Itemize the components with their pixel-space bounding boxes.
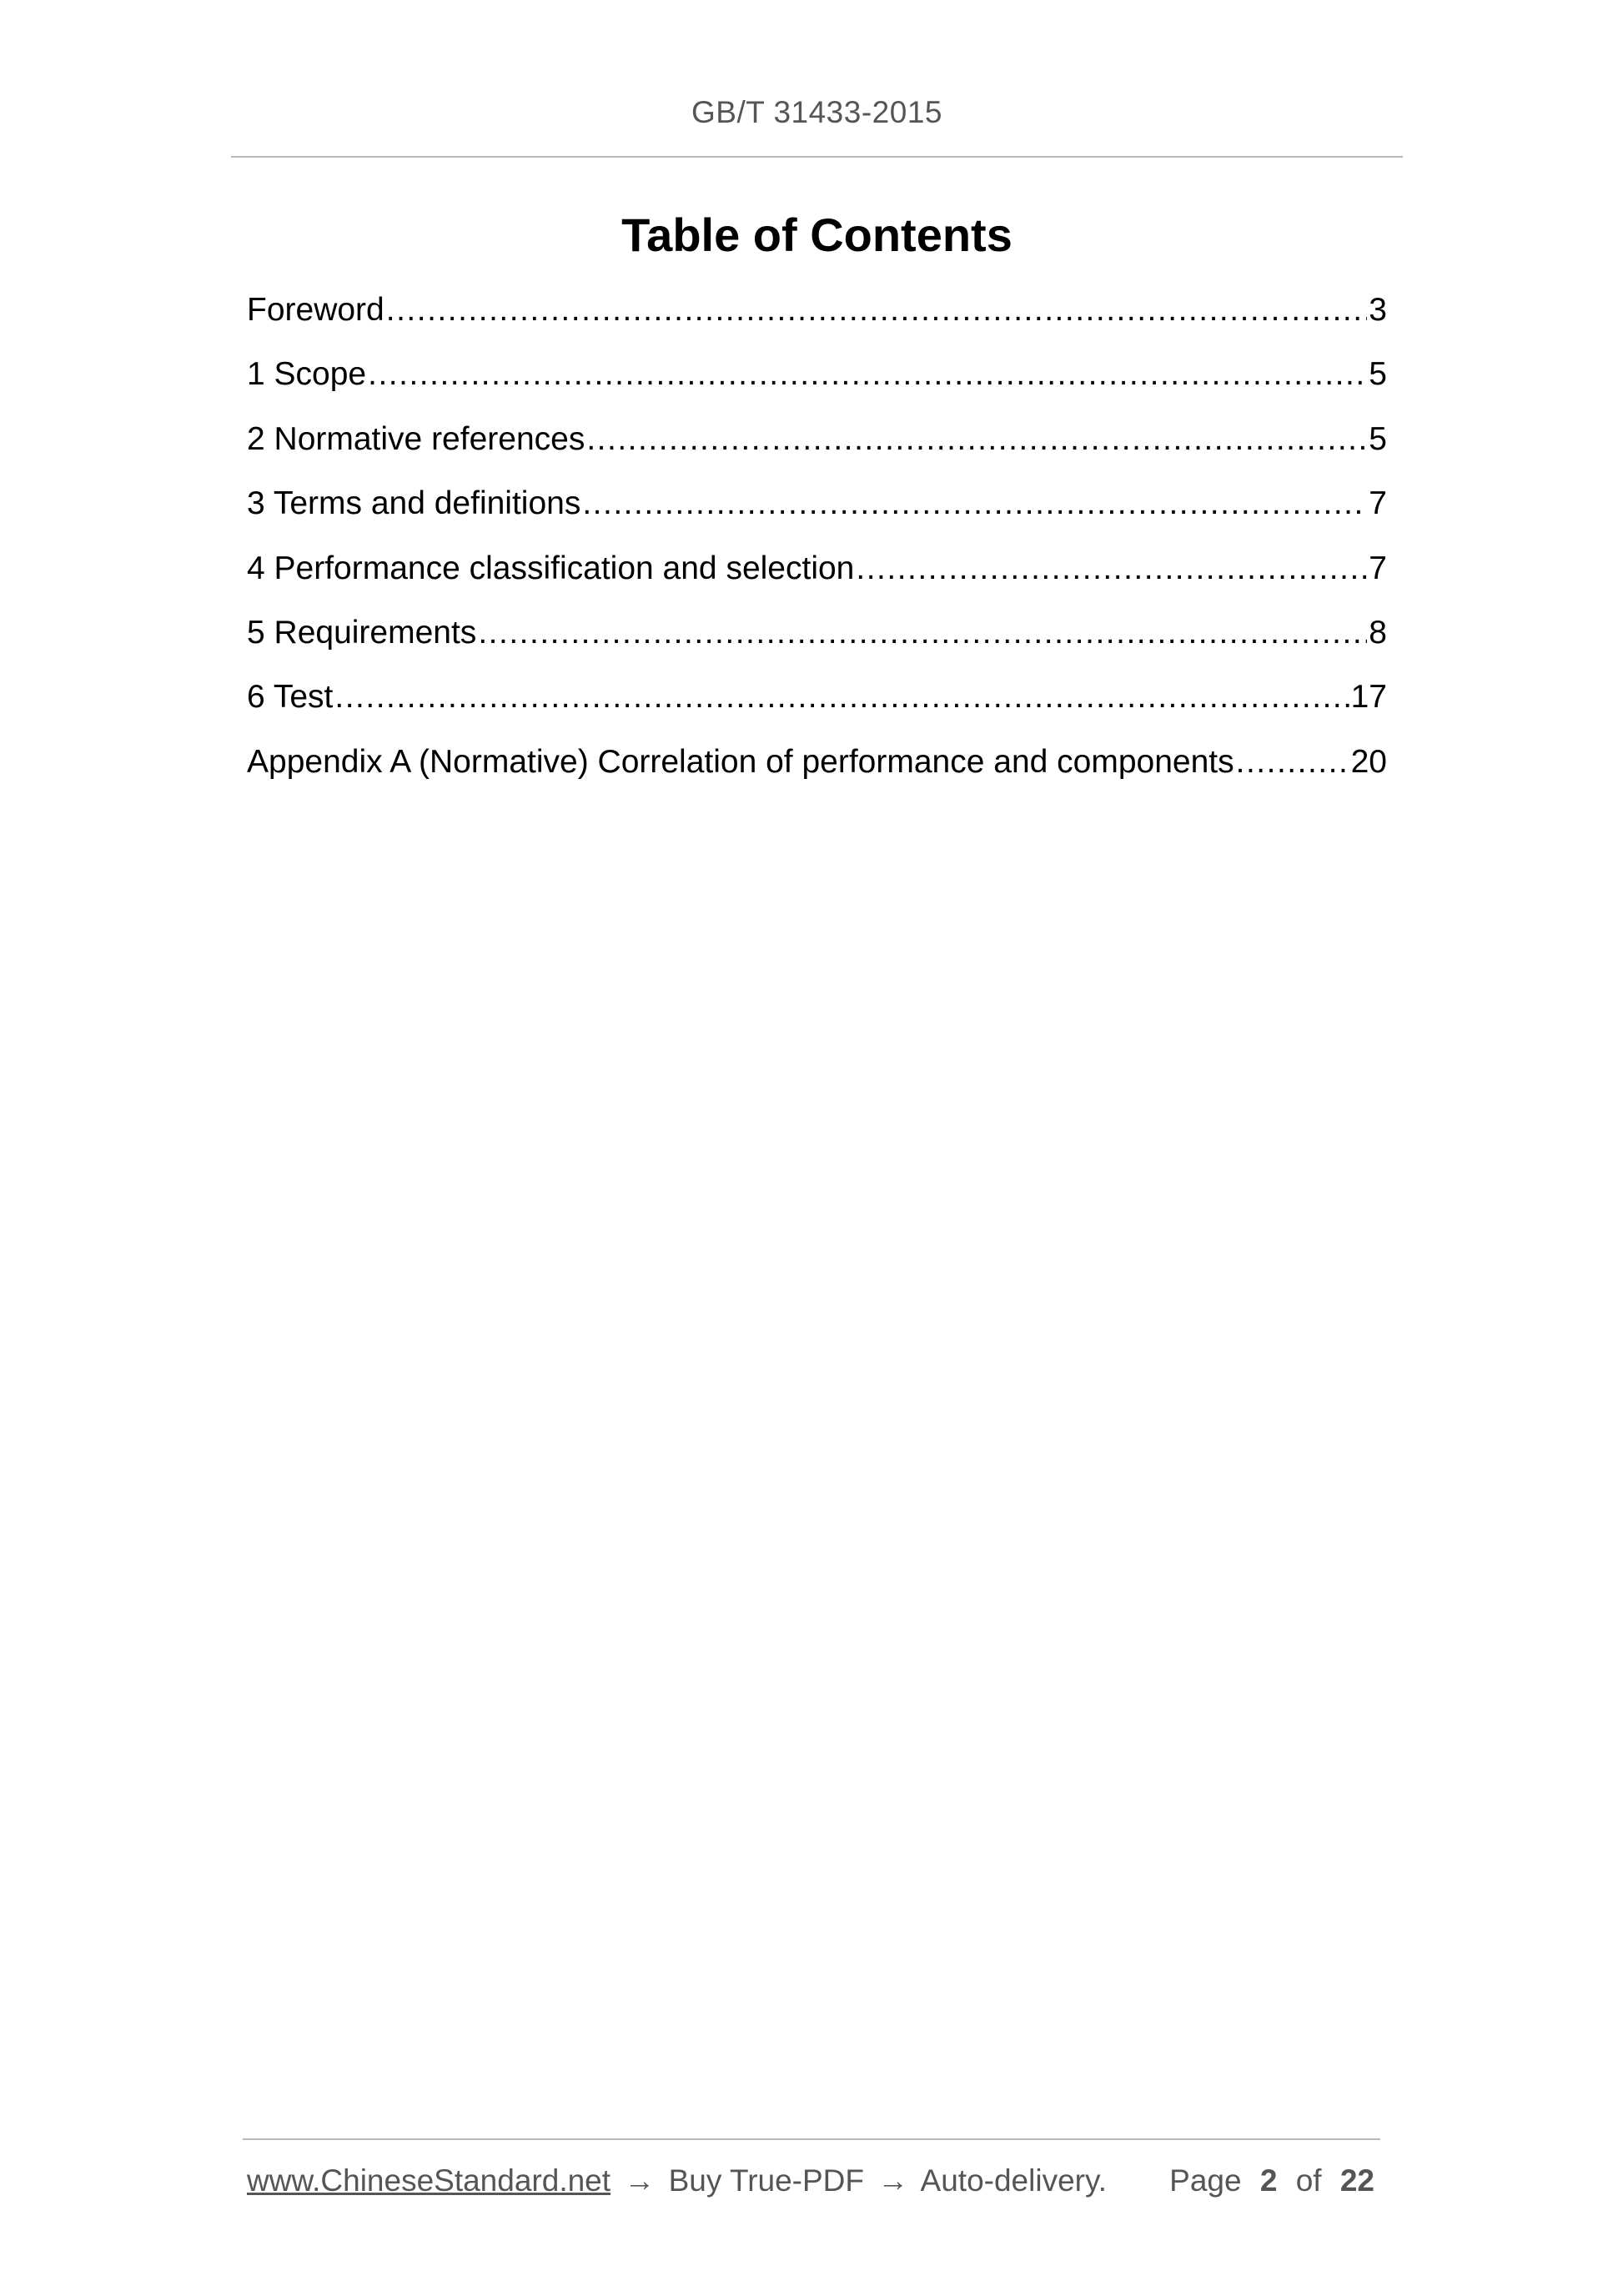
auto-delivery-text: Auto-delivery. <box>920 2163 1108 2198</box>
toc-entry-label: 5 Requirements <box>247 614 477 651</box>
document-header-id: GB/T 31433-2015 <box>691 95 942 129</box>
toc-entry-page: 20 <box>1350 743 1387 780</box>
toc-entry-label: 1 Scope <box>247 356 367 393</box>
toc-entry-label: 2 Normative references <box>247 420 585 457</box>
toc-title: Table of Contents <box>621 208 1012 261</box>
page-word: Page <box>1169 2163 1242 2198</box>
toc-entry-page: 17 <box>1350 679 1387 716</box>
arrow-right-icon: → <box>877 2163 909 2198</box>
toc-entry-terms-and-definitions[interactable] <box>247 481 1387 545</box>
toc-entry-page: 8 <box>1369 614 1387 651</box>
toc-entry-label: 4 Performance classification and selection <box>247 550 855 586</box>
toc-dot-leader <box>582 481 1367 526</box>
toc-entry-page: 3 <box>1369 292 1387 328</box>
toc-entry-label: Appendix A (Normative) Correlation of performance and components <box>247 743 1234 780</box>
toc-list <box>247 288 1387 804</box>
toc-dot-leader <box>478 610 1367 656</box>
header-divider <box>231 156 1403 158</box>
toc-entry-label: 3 Terms and definitions <box>247 485 581 522</box>
toc-entry-page: 5 <box>1369 420 1387 457</box>
footer-promo <box>247 2158 1107 2204</box>
toc-dot-leader <box>1236 740 1349 785</box>
footer-divider <box>243 2138 1380 2140</box>
buy-true-pdf-text: Buy True-PDF <box>668 2163 865 2198</box>
toc-dot-leader <box>856 546 1367 591</box>
toc-entry-page: 5 <box>1369 356 1387 393</box>
current-page-number: 2 <box>1259 2163 1278 2198</box>
total-page-count: 22 <box>1339 2163 1374 2198</box>
toc-entry-foreword[interactable] <box>247 288 1387 352</box>
toc-dot-leader <box>586 417 1367 462</box>
toc-entry-scope[interactable] <box>247 352 1387 416</box>
toc-entry-page: 7 <box>1369 485 1387 522</box>
toc-entry-normative-references[interactable] <box>247 417 1387 481</box>
of-word: of <box>1295 2163 1322 2198</box>
toc-entry-requirements[interactable] <box>247 610 1387 675</box>
toc-entry-test[interactable] <box>247 675 1387 739</box>
toc-entry-appendix-a[interactable] <box>247 740 1387 804</box>
toc-dot-leader <box>334 675 1349 720</box>
page-counter <box>1169 2158 1374 2204</box>
toc-dot-leader <box>368 352 1367 397</box>
toc-entry-label: 6 Test <box>247 679 334 716</box>
arrow-right-icon: → <box>624 2163 656 2198</box>
toc-entry-performance-classification[interactable] <box>247 546 1387 610</box>
toc-dot-leader <box>386 288 1368 333</box>
page-footer <box>247 2158 1374 2204</box>
toc-entry-page: 7 <box>1369 550 1387 586</box>
toc-entry-label: Foreword <box>247 292 384 328</box>
website-link[interactable]: www.ChineseStandard.net <box>247 2163 611 2198</box>
